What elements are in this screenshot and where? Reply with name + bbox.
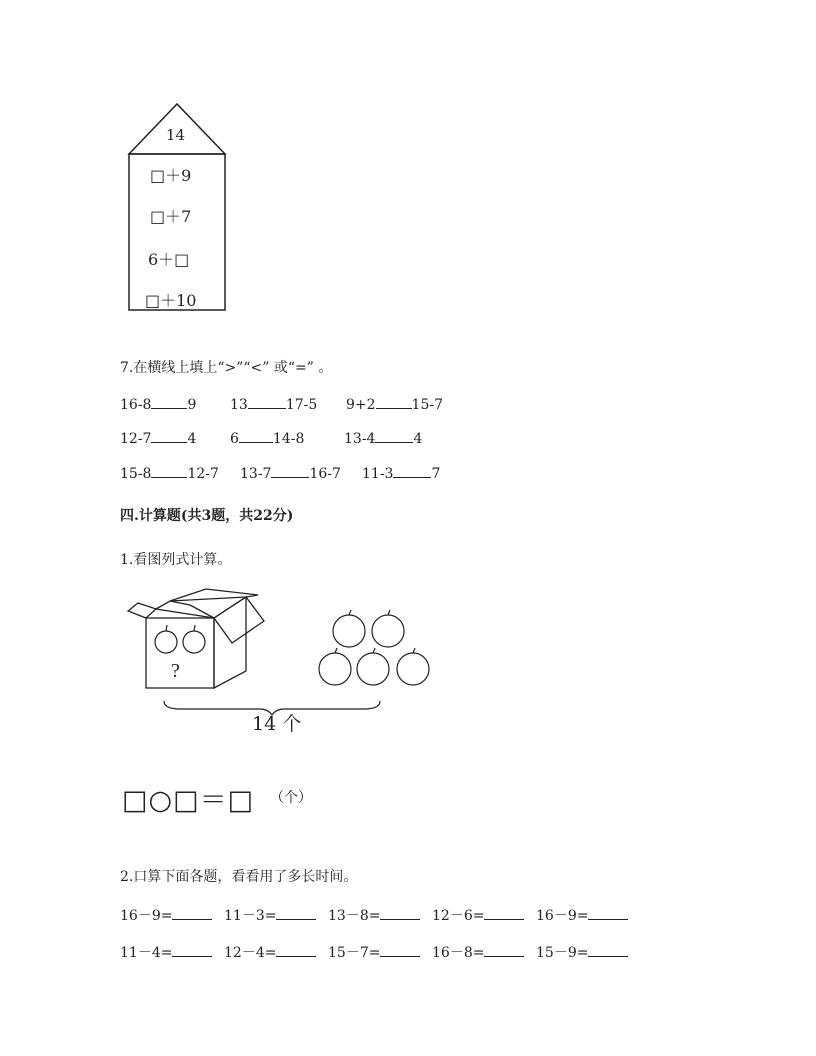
- house-row-3: 6＋□: [148, 250, 190, 269]
- q7-left: 9+2: [346, 397, 376, 413]
- answer-blank[interactable]: [484, 944, 524, 957]
- q7-item: [230, 396, 317, 413]
- q2-expr: 16－8=: [432, 945, 485, 961]
- apple: [155, 631, 177, 653]
- q7-item: [240, 465, 341, 482]
- q7-item: [344, 430, 422, 447]
- q1-instruction: 1.看图列式计算。: [120, 552, 232, 568]
- equals-sign: ＝: [199, 785, 228, 816]
- answer-blank[interactable]: [375, 430, 413, 443]
- q2-item: [328, 942, 420, 962]
- q7-item: [230, 430, 304, 447]
- q2-item: [432, 942, 524, 962]
- answer-blank[interactable]: [151, 465, 187, 478]
- apple: [183, 631, 205, 653]
- q7-right: 17-5: [285, 397, 318, 413]
- q2-expr: 16－9=: [536, 908, 589, 924]
- q2-expr: 11－4=: [120, 945, 173, 961]
- answer-blank[interactable]: [172, 907, 212, 920]
- answer-blank[interactable]: [380, 907, 420, 920]
- q2-item: [120, 942, 212, 962]
- q7-left: 11-3: [362, 466, 394, 482]
- answer-blank[interactable]: [271, 465, 309, 478]
- answer-blank[interactable]: [276, 944, 316, 957]
- q7-item: [362, 465, 440, 482]
- apple: [333, 615, 365, 647]
- q7-right: 7: [431, 466, 441, 482]
- answer-blank[interactable]: [376, 396, 412, 409]
- section-heading: 四.计算题(共3题，共22分): [120, 508, 294, 524]
- q7-right: 12-7: [187, 466, 219, 482]
- q7-item: [120, 430, 196, 447]
- q7-right: 16-7: [309, 466, 341, 482]
- house-roof-value: 14: [166, 126, 186, 144]
- answer-blank[interactable]: [588, 907, 628, 920]
- q7-item: [120, 465, 219, 482]
- q2-item: [120, 905, 212, 925]
- q7-left: 6: [230, 431, 239, 447]
- equation-unit: （个）: [270, 790, 312, 806]
- q2-expr: 13－8=: [328, 908, 381, 924]
- equation-template: [122, 778, 254, 817]
- q2-item: [328, 905, 420, 925]
- house-row-2: □＋7: [150, 207, 192, 226]
- answer-blank[interactable]: [151, 396, 187, 409]
- answer-blank[interactable]: [172, 944, 212, 957]
- question-mark: ?: [171, 660, 180, 682]
- q2-instruction: 2.口算下面各题，看看用了多长时间。: [120, 869, 358, 885]
- total-label: 14 个: [252, 713, 302, 735]
- q7-instruction: 7.在横线上填上“>”“<” 或“=” 。: [120, 360, 333, 376]
- answer-blank[interactable]: [239, 430, 273, 443]
- q2-expr: 16－9=: [120, 908, 173, 924]
- box-flap-right: [214, 597, 264, 643]
- q7-right: 14-8: [272, 431, 305, 447]
- q2-item: [536, 905, 628, 925]
- q7-left: 13-7: [240, 466, 272, 482]
- q7-left: 16-8: [120, 397, 152, 413]
- q7-left: 13-4: [344, 431, 376, 447]
- box-flap-top: [170, 589, 258, 601]
- q7-right: 4: [187, 431, 197, 447]
- box-side: [214, 597, 246, 688]
- q2-expr: 11－3=: [224, 908, 277, 924]
- square-box[interactable]: □: [173, 785, 200, 816]
- square-box[interactable]: □: [227, 785, 255, 816]
- q7-right: 15-7: [411, 397, 443, 413]
- answer-blank[interactable]: [248, 396, 286, 409]
- q7-left: 15-8: [120, 466, 152, 482]
- answer-blank[interactable]: [588, 944, 628, 957]
- q7-item: [346, 396, 443, 413]
- q7-left: 13: [230, 397, 248, 413]
- answer-blank[interactable]: [393, 465, 431, 478]
- q2-expr: 15－7=: [328, 945, 381, 961]
- answer-blank[interactable]: [484, 907, 524, 920]
- apple: [357, 653, 389, 685]
- box-front: [146, 618, 214, 688]
- q7-left: 12-7: [120, 431, 152, 447]
- q2-item: [224, 905, 316, 925]
- q7-item: [120, 396, 196, 413]
- square-box[interactable]: □: [122, 785, 149, 816]
- house-row-4: □＋10: [145, 291, 197, 310]
- q2-item: [536, 942, 628, 962]
- answer-blank[interactable]: [276, 907, 316, 920]
- operator-circle[interactable]: ○: [148, 785, 174, 816]
- q7-right: 4: [413, 431, 423, 447]
- answer-blank[interactable]: [151, 430, 187, 443]
- q2-item: [432, 905, 524, 925]
- q2-expr: 12－4=: [224, 945, 277, 961]
- answer-blank[interactable]: [380, 944, 420, 957]
- apple: [397, 653, 429, 685]
- q7-right: 9: [187, 397, 197, 413]
- box-flap-back: [156, 601, 214, 618]
- apple: [319, 653, 351, 685]
- house-row-1: □＋9: [150, 166, 192, 185]
- box-flap-left: [128, 603, 156, 618]
- q2-item: [224, 942, 316, 962]
- q2-expr: 12－6=: [432, 908, 485, 924]
- apple: [372, 615, 404, 647]
- q2-expr: 15－9=: [536, 945, 589, 961]
